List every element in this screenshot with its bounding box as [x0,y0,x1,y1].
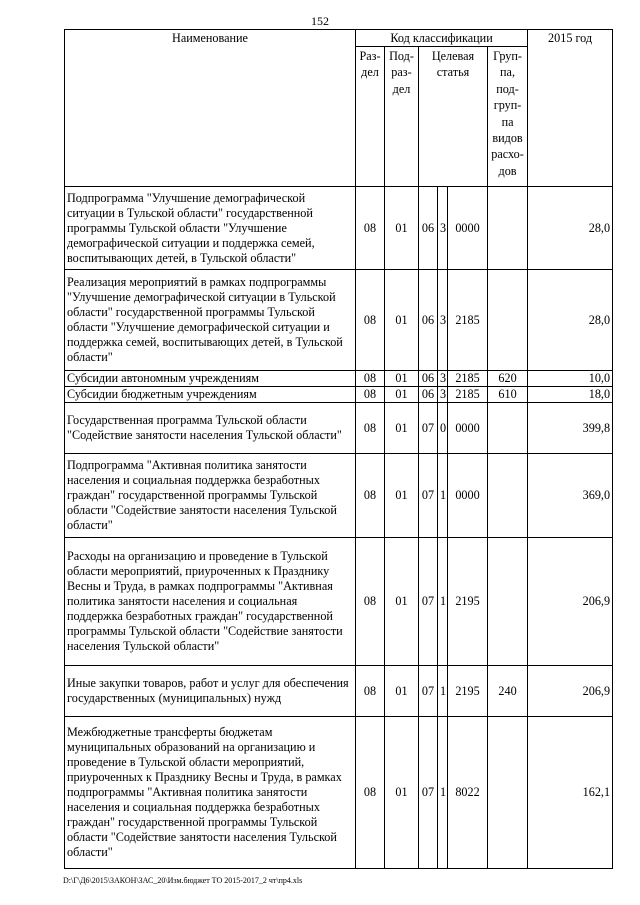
row-sum: 369,0 [528,454,613,538]
row-expense-type: 620 [488,371,528,387]
table-row [65,187,613,270]
budget-table [64,29,613,869]
row-sum: 162,1 [528,717,613,869]
row-target-direction: 2185 [448,387,488,403]
row-expense-type [488,538,528,666]
row-razdel: 08 [356,454,385,538]
table-row [65,403,613,454]
table-row [65,717,613,869]
row-name: Иные закупки товаров, работ и услуг для обеспечения государственных (муниципальных) нужд [65,666,356,717]
row-expense-type [488,403,528,454]
table-row [65,454,613,538]
row-podrazdel: 01 [385,270,419,371]
header-target: Целевая статья [419,47,488,187]
row-podrazdel: 01 [385,403,419,454]
row-expense-type [488,187,528,270]
row-expense-type: 240 [488,666,528,717]
row-razdel: 08 [356,666,385,717]
row-razdel: 08 [356,187,385,270]
row-target-subprogram: 3 [438,187,448,270]
row-name: Межбюджетные трансферты бюджетам муниципальных образований на организацию и проведение в Тульской области мероприятий, приуроченных к Празднику Весны и Труда, в рамках подпрограммы "Активная политика занятости населения и социальная поддержка безработных граждан" государственной программы Тульской области "Содействие занятости населения Тульской области" [65,717,356,869]
row-podrazdel: 01 [385,717,419,869]
header-year: 2015 год [528,30,613,187]
row-target-program: 07 [419,454,438,538]
table-row [65,538,613,666]
row-razdel: 08 [356,538,385,666]
row-target-program: 07 [419,403,438,454]
row-name: Подпрограмма "Активная политика занятости населения и социальная поддержка безработных граждан" государственной программы Тульской области "Содействие занятости населения Тульской области" [65,454,356,538]
row-target-direction: 0000 [448,454,488,538]
row-sum: 206,9 [528,538,613,666]
header-section: Раз- дел [356,47,385,187]
file-path-footer: D:\Г\Д6\2015\ЗАКОН\ЗАС_20\Изм.бюджет ТО 2015-2017_2 чт\пр4.xls [63,876,303,885]
row-expense-type [488,717,528,869]
row-podrazdel: 01 [385,387,419,403]
row-razdel: 08 [356,270,385,371]
row-podrazdel: 01 [385,538,419,666]
row-sum: 28,0 [528,270,613,371]
row-target-direction: 2185 [448,270,488,371]
row-target-subprogram: 1 [438,454,448,538]
row-expense-type: 610 [488,387,528,403]
header-subsection: Под- раз- дел [385,47,419,187]
table-row [65,666,613,717]
row-target-program: 06 [419,371,438,387]
row-name: Расходы на организацию и проведение в Тульской области мероприятий, приуроченных к Празднику Весны и Труда, в рамках подпрограммы "Активная политика занятости населения и социальная поддержка безработных граждан" государственной программы Тульской области "Содействие занятости населения Тульской области" [65,538,356,666]
row-podrazdel: 01 [385,187,419,270]
row-target-subprogram: 3 [438,387,448,403]
row-expense-type [488,454,528,538]
table-row [65,371,613,387]
row-sum: 10,0 [528,371,613,387]
row-target-program: 07 [419,717,438,869]
row-target-direction: 2195 [448,538,488,666]
header-name: Наименование [65,30,356,187]
row-name: Государственная программа Тульской области "Содействие занятости населения Тульской области" [65,403,356,454]
row-target-program: 06 [419,187,438,270]
row-expense-type [488,270,528,371]
table-row [65,387,613,403]
row-name: Субсидии бюджетным учреждениям [65,387,356,403]
page-number: 152 [311,14,329,28]
row-razdel: 08 [356,371,385,387]
row-target-subprogram: 3 [438,270,448,371]
row-target-program: 07 [419,538,438,666]
row-target-subprogram: 0 [438,403,448,454]
row-razdel: 08 [356,387,385,403]
row-razdel: 08 [356,717,385,869]
row-target-subprogram: 3 [438,371,448,387]
row-name: Подпрограмма "Улучшение демографической ситуации в Тульской области" государственной программы Тульской области "Улучшение демографической ситуации и поддержка семей, воспитывающих детей, в Тульской области" [65,187,356,270]
header-classification: Код классификации [356,30,528,47]
row-target-direction: 8022 [448,717,488,869]
row-name: Реализация мероприятий в рамках подпрограммы "Улучшение демографической ситуации в Тульской области" государственной программы Тульской области "Улучшение демографической ситуации и поддержка семей, воспитывающих детей, в Тульской области" [65,270,356,371]
row-podrazdel: 01 [385,666,419,717]
row-sum: 28,0 [528,187,613,270]
row-sum: 206,9 [528,666,613,717]
row-sum: 399,8 [528,403,613,454]
row-target-direction: 0000 [448,187,488,270]
header-group: Груп- па, под- груп- па видов расхо- дов [488,47,528,187]
row-target-subprogram: 1 [438,666,448,717]
row-target-subprogram: 1 [438,717,448,869]
row-target-direction: 0000 [448,403,488,454]
row-target-direction: 2195 [448,666,488,717]
row-target-program: 06 [419,270,438,371]
header-row-top [65,30,613,47]
row-target-program: 07 [419,666,438,717]
row-sum: 18,0 [528,387,613,403]
table-row [65,270,613,371]
row-podrazdel: 01 [385,454,419,538]
row-target-direction: 2185 [448,371,488,387]
row-razdel: 08 [356,403,385,454]
row-name: Субсидии автономным учреждениям [65,371,356,387]
row-target-subprogram: 1 [438,538,448,666]
row-podrazdel: 01 [385,371,419,387]
row-target-program: 06 [419,387,438,403]
